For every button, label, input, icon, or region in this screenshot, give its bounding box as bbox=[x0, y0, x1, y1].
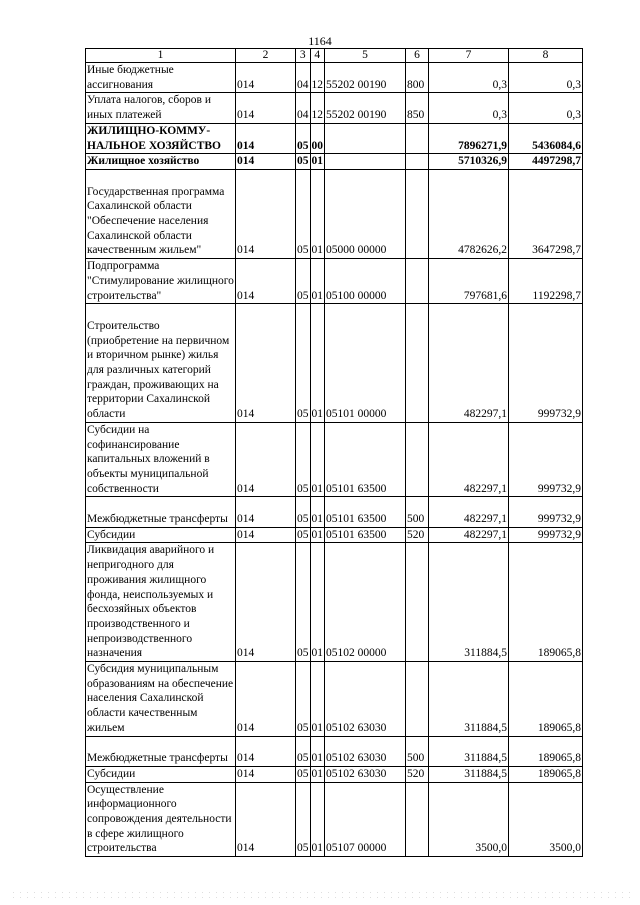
section-code-cell: 04 bbox=[296, 93, 311, 123]
expense-type-cell bbox=[406, 169, 429, 258]
table-row bbox=[86, 422, 583, 497]
table-row bbox=[86, 304, 583, 423]
column-header: 6 bbox=[406, 49, 429, 63]
expense-type-cell: 500 bbox=[406, 497, 429, 527]
subsection-code-cell: 00 bbox=[310, 123, 325, 153]
target-article-cell: 05101 63500 bbox=[325, 422, 406, 497]
ministry-code-cell: 014 bbox=[236, 154, 296, 170]
subsection-code-cell: 01 bbox=[310, 662, 325, 737]
subsection-code-cell: 01 bbox=[310, 766, 325, 782]
amount-year1-cell: 311884,5 bbox=[429, 662, 509, 737]
amount-year1-cell: 482297,1 bbox=[429, 527, 509, 543]
expense-type-cell bbox=[406, 123, 429, 153]
subsection-code-cell: 01 bbox=[310, 527, 325, 543]
expense-type-cell: 500 bbox=[406, 736, 429, 766]
subsection-code-cell: 12 bbox=[310, 93, 325, 123]
section-code-cell: 05 bbox=[296, 662, 311, 737]
amount-year2-cell: 1192298,7 bbox=[509, 259, 583, 304]
expense-type-cell bbox=[406, 543, 429, 662]
expense-type-cell: 850 bbox=[406, 93, 429, 123]
column-header: 2 bbox=[236, 49, 296, 63]
amount-year1-cell: 311884,5 bbox=[429, 543, 509, 662]
target-article-cell: 05102 63030 bbox=[325, 736, 406, 766]
amount-year1-cell: 311884,5 bbox=[429, 766, 509, 782]
amount-year2-cell: 189065,8 bbox=[509, 543, 583, 662]
column-number-header-row bbox=[86, 49, 583, 63]
row-name-cell: Субсидии на софинансирование капитальных вложений в объекты муниципальной собственности bbox=[86, 422, 236, 497]
subsection-code-cell: 01 bbox=[310, 782, 325, 857]
table-row bbox=[86, 93, 583, 123]
amount-year2-cell: 999732,9 bbox=[509, 497, 583, 527]
section-code-cell: 04 bbox=[296, 63, 311, 93]
target-article-cell: 55202 00190 bbox=[325, 63, 406, 93]
subsection-code-cell: 01 bbox=[310, 304, 325, 423]
amount-year2-cell: 5436084,6 bbox=[509, 123, 583, 153]
amount-year1-cell: 482297,1 bbox=[429, 497, 509, 527]
subsection-code-cell: 12 bbox=[310, 63, 325, 93]
section-code-cell: 05 bbox=[296, 497, 311, 527]
amount-year1-cell: 797681,6 bbox=[429, 259, 509, 304]
amount-year1-cell: 7896271,9 bbox=[429, 123, 509, 153]
row-name-cell: Субсидия муниципальным образованиям на обеспечение населения Сахалинской области качественным жильем bbox=[86, 662, 236, 737]
page-number: 1164 bbox=[308, 34, 332, 48]
ministry-code-cell: 014 bbox=[236, 259, 296, 304]
table-row bbox=[86, 154, 583, 170]
table-row bbox=[86, 259, 583, 304]
amount-year1-cell: 482297,1 bbox=[429, 422, 509, 497]
column-header: 1 bbox=[86, 49, 236, 63]
ministry-code-cell: 014 bbox=[236, 736, 296, 766]
target-article-cell: 05102 63030 bbox=[325, 766, 406, 782]
budget-table bbox=[85, 48, 583, 857]
target-article-cell: 05100 00000 bbox=[325, 259, 406, 304]
subsection-code-cell: 01 bbox=[310, 169, 325, 258]
amount-year2-cell: 4497298,7 bbox=[509, 154, 583, 170]
target-article-cell: 05102 63030 bbox=[325, 662, 406, 737]
row-name-cell: Подпрограмма "Стимулирование жилищного строительства" bbox=[86, 259, 236, 304]
target-article-cell bbox=[325, 123, 406, 153]
target-article-cell: 05101 63500 bbox=[325, 497, 406, 527]
amount-year1-cell: 5710326,9 bbox=[429, 154, 509, 170]
table-row bbox=[86, 766, 583, 782]
row-name-cell: Жилищное хозяйство bbox=[86, 154, 236, 170]
row-name-cell: Строительство (приобретение на первичном и вторичном рынке) жилья для различных категорий граждан, проживающих на территории Сахалинской области bbox=[86, 304, 236, 423]
ministry-code-cell: 014 bbox=[236, 169, 296, 258]
amount-year1-cell: 3500,0 bbox=[429, 782, 509, 857]
amount-year2-cell: 189065,8 bbox=[509, 662, 583, 737]
expense-type-cell bbox=[406, 304, 429, 423]
table-row bbox=[86, 497, 583, 527]
amount-year2-cell: 3500,0 bbox=[509, 782, 583, 857]
section-code-cell: 05 bbox=[296, 527, 311, 543]
scan-noise bbox=[10, 890, 630, 900]
amount-year1-cell: 0,3 bbox=[429, 63, 509, 93]
ministry-code-cell: 014 bbox=[236, 497, 296, 527]
amount-year1-cell: 0,3 bbox=[429, 93, 509, 123]
expense-type-cell: 520 bbox=[406, 766, 429, 782]
column-header: 7 bbox=[429, 49, 509, 63]
ministry-code-cell: 014 bbox=[236, 782, 296, 857]
target-article-cell: 05101 00000 bbox=[325, 304, 406, 423]
expense-type-cell bbox=[406, 422, 429, 497]
section-code-cell: 05 bbox=[296, 259, 311, 304]
section-code-cell: 05 bbox=[296, 766, 311, 782]
ministry-code-cell: 014 bbox=[236, 93, 296, 123]
ministry-code-cell: 014 bbox=[236, 123, 296, 153]
ministry-code-cell: 014 bbox=[236, 422, 296, 497]
ministry-code-cell: 014 bbox=[236, 527, 296, 543]
expense-type-cell: 520 bbox=[406, 527, 429, 543]
table-row bbox=[86, 543, 583, 662]
expense-type-cell bbox=[406, 259, 429, 304]
subsection-code-cell: 01 bbox=[310, 497, 325, 527]
ministry-code-cell: 014 bbox=[236, 63, 296, 93]
row-name-cell: Ликвидация аварийного и непригодного для проживания жилищного фонда, неиспользуемых и бесхозяйных объектов производственного и непроизводственного назначения bbox=[86, 543, 236, 662]
expense-type-cell bbox=[406, 662, 429, 737]
amount-year2-cell: 189065,8 bbox=[509, 736, 583, 766]
row-name-cell: Субсидии bbox=[86, 766, 236, 782]
expense-type-cell bbox=[406, 782, 429, 857]
section-code-cell: 05 bbox=[296, 543, 311, 662]
amount-year2-cell: 189065,8 bbox=[509, 766, 583, 782]
table-row bbox=[86, 662, 583, 737]
ministry-code-cell: 014 bbox=[236, 543, 296, 662]
amount-year2-cell: 999732,9 bbox=[509, 304, 583, 423]
expense-type-cell bbox=[406, 154, 429, 170]
section-code-cell: 05 bbox=[296, 422, 311, 497]
amount-year2-cell: 0,3 bbox=[509, 63, 583, 93]
table-row bbox=[86, 169, 583, 258]
target-article-cell: 05101 63500 bbox=[325, 527, 406, 543]
amount-year2-cell: 3647298,7 bbox=[509, 169, 583, 258]
row-name-cell: Субсидии bbox=[86, 527, 236, 543]
section-code-cell: 05 bbox=[296, 154, 311, 170]
target-article-cell: 05102 00000 bbox=[325, 543, 406, 662]
row-name-cell: ЖИЛИЩНО-КОММУ-НАЛЬНОЕ ХОЗЯЙСТВО bbox=[86, 123, 236, 153]
section-code-cell: 05 bbox=[296, 736, 311, 766]
subsection-code-cell: 01 bbox=[310, 154, 325, 170]
target-article-cell: 05107 00000 bbox=[325, 782, 406, 857]
subsection-code-cell: 01 bbox=[310, 422, 325, 497]
table-row bbox=[86, 782, 583, 857]
subsection-code-cell: 01 bbox=[310, 259, 325, 304]
row-name-cell: Иные бюджетные ассигнования bbox=[86, 63, 236, 93]
amount-year2-cell: 0,3 bbox=[509, 93, 583, 123]
amount-year2-cell: 999732,9 bbox=[509, 422, 583, 497]
amount-year1-cell: 311884,5 bbox=[429, 736, 509, 766]
amount-year1-cell: 4782626,2 bbox=[429, 169, 509, 258]
target-article-cell: 55202 00190 bbox=[325, 93, 406, 123]
table-row bbox=[86, 736, 583, 766]
ministry-code-cell: 014 bbox=[236, 662, 296, 737]
table-row bbox=[86, 527, 583, 543]
column-header: 8 bbox=[509, 49, 583, 63]
target-article-cell bbox=[325, 154, 406, 170]
column-header: 3 bbox=[296, 49, 311, 63]
table-row bbox=[86, 63, 583, 93]
section-code-cell: 05 bbox=[296, 782, 311, 857]
row-name-cell: Государственная программа Сахалинской области "Обеспечение населения Сахалинской области качественным жильем" bbox=[86, 169, 236, 258]
row-name-cell: Уплата налогов, сборов и иных платежей bbox=[86, 93, 236, 123]
section-code-cell: 05 bbox=[296, 304, 311, 423]
expense-type-cell: 800 bbox=[406, 63, 429, 93]
amount-year1-cell: 482297,1 bbox=[429, 304, 509, 423]
row-name-cell: Межбюджетные трансферты bbox=[86, 497, 236, 527]
column-header: 5 bbox=[325, 49, 406, 63]
subsection-code-cell: 01 bbox=[310, 736, 325, 766]
subsection-code-cell: 01 bbox=[310, 543, 325, 662]
section-code-cell: 05 bbox=[296, 123, 311, 153]
ministry-code-cell: 014 bbox=[236, 766, 296, 782]
amount-year2-cell: 999732,9 bbox=[509, 527, 583, 543]
table-row bbox=[86, 123, 583, 153]
ministry-code-cell: 014 bbox=[236, 304, 296, 423]
row-name-cell: Межбюджетные трансферты bbox=[86, 736, 236, 766]
row-name-cell: Осуществление информационного сопровождения деятельности в сфере жилищного строительства bbox=[86, 782, 236, 857]
target-article-cell: 05000 00000 bbox=[325, 169, 406, 258]
column-header: 4 bbox=[310, 49, 325, 63]
section-code-cell: 05 bbox=[296, 169, 311, 258]
